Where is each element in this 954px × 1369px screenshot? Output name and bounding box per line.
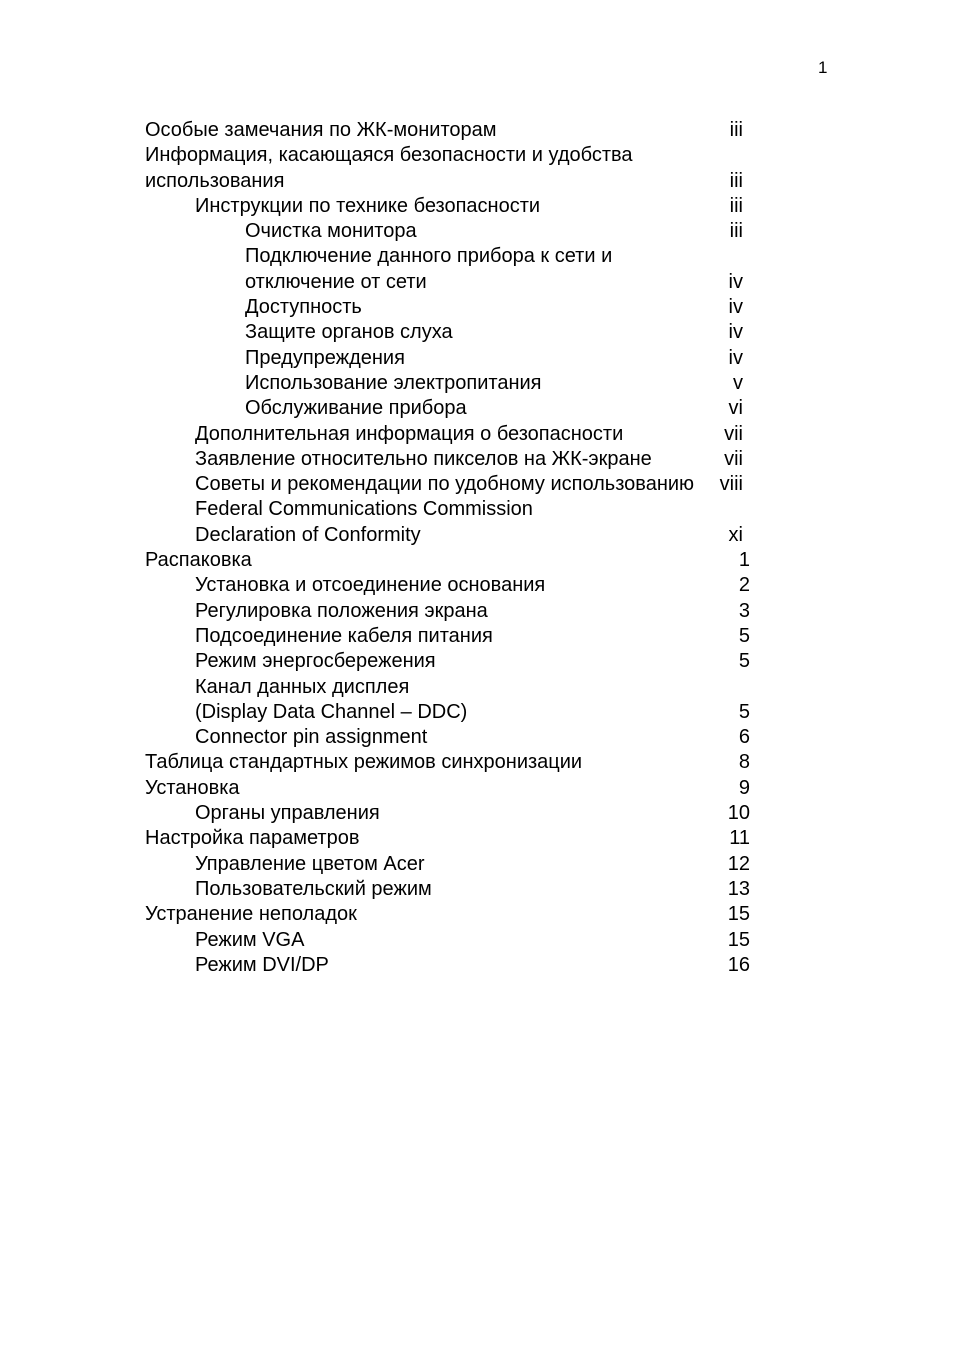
toc-entry[interactable] [0, 422, 954, 447]
toc-entry[interactable] [0, 472, 954, 497]
toc-entry-page-number: iv [728, 321, 743, 344]
toc-entry[interactable] [0, 371, 954, 396]
toc-entry-page-number: 1 [738, 549, 750, 572]
toc-entry-page-number: 3 [738, 599, 750, 622]
toc-entry-page-number: 16 [727, 953, 750, 976]
toc-entry[interactable] [0, 523, 954, 548]
table-of-contents [0, 118, 954, 978]
toc-entry-title: Советы и рекомендации по удобному использованию [195, 473, 695, 496]
toc-entry[interactable] [0, 776, 954, 801]
toc-entry[interactable] [0, 295, 954, 320]
toc-entry-page-number: vii [724, 447, 743, 470]
toc-entry[interactable] [0, 902, 954, 927]
toc-entry-title: использования [145, 169, 285, 192]
toc-entry[interactable] [0, 725, 954, 750]
toc-entry-title: Federal Communications Commission [195, 498, 533, 521]
toc-entry[interactable] [0, 928, 954, 953]
toc-entry[interactable] [0, 826, 954, 851]
toc-entry[interactable] [0, 877, 954, 902]
toc-entry[interactable] [0, 194, 954, 219]
toc-entry[interactable] [0, 750, 954, 775]
toc-entry-title: Настройка параметров [145, 827, 360, 850]
toc-entry-page-number: 13 [727, 877, 750, 900]
toc-entry-title: Распаковка [145, 549, 252, 572]
toc-entry-page-number: iv [728, 296, 743, 319]
toc-entry[interactable] [0, 270, 954, 295]
toc-entry[interactable] [0, 852, 954, 877]
toc-entry[interactable] [0, 244, 954, 269]
toc-entry-title: Обслуживание прибора [245, 397, 467, 420]
toc-entry-title: Устранение неполадок [145, 903, 357, 926]
toc-entry-title: Очистка монитора [245, 220, 417, 243]
toc-entry-page-number: 10 [727, 802, 750, 825]
toc-entry[interactable] [0, 573, 954, 598]
toc-entry[interactable] [0, 700, 954, 725]
toc-entry-page-number: iii [729, 169, 743, 192]
toc-entry-page-number: iii [729, 194, 743, 217]
toc-entry-page-number: 12 [727, 852, 750, 875]
toc-entry-title: Таблица стандартных режимов синхронизации [145, 751, 583, 774]
toc-entry[interactable] [0, 624, 954, 649]
toc-entry-page-number: iii [729, 220, 743, 243]
toc-entry-title: Подсоединение кабеля питания [195, 624, 493, 647]
toc-entry-title: Инструкции по технике безопасности [195, 194, 541, 217]
toc-entry-page-number: 2 [738, 574, 750, 597]
toc-entry-page-number: iv [728, 270, 743, 293]
toc-entry-title: Информация, касающаяся безопасности и удобства [145, 144, 633, 167]
toc-entry-page-number: 5 [738, 650, 750, 673]
toc-entry-title: Регулировка положения экрана [195, 599, 488, 622]
toc-entry-page-number: 5 [738, 700, 750, 723]
toc-entry-page-number: vii [724, 422, 743, 445]
toc-entry[interactable] [0, 118, 954, 143]
toc-entry[interactable] [0, 548, 954, 573]
toc-entry-page-number: 15 [727, 928, 750, 951]
toc-entry-page-number: 5 [738, 624, 750, 647]
toc-entry[interactable] [0, 497, 954, 522]
toc-entry[interactable] [0, 169, 954, 194]
toc-entry-page-number: xi [728, 523, 743, 546]
toc-entry-title: Особые замечания по ЖК-мониторам [145, 119, 497, 141]
toc-entry-title: Дополнительная информация о безопасности [195, 422, 624, 445]
toc-entry-title: Connector pin assignment [195, 726, 428, 749]
toc-entry-title: Режим DVI/DP [195, 953, 329, 976]
toc-entry-title: Заявление относительно пикселов на ЖК-экране [195, 447, 652, 470]
toc-entry[interactable] [0, 320, 954, 345]
toc-entry-title: отключение от сети [245, 270, 427, 293]
toc-entry[interactable] [0, 953, 954, 978]
toc-entry-title: Установка [145, 776, 240, 799]
toc-entry-title: Пользовательский режим [195, 877, 432, 900]
toc-entry-title: Предупреждения [245, 346, 405, 369]
toc-entry-title: (Display Data Channel – DDC) [195, 700, 468, 723]
toc-entry-page-number: 11 [729, 827, 750, 850]
toc-entry-page-number: 8 [738, 751, 750, 774]
toc-entry-page-number: v [733, 371, 743, 394]
toc-entry-page-number: iv [728, 346, 743, 369]
toc-entry-title: Управление цветом Acer [195, 852, 425, 875]
toc-entry-page-number: 15 [727, 903, 750, 926]
toc-entry-page-number: vi [728, 397, 743, 420]
toc-entry-title: Режим VGA [195, 928, 305, 951]
toc-entry[interactable] [0, 143, 954, 168]
toc-entry-title: Доступность [245, 296, 362, 319]
toc-entry-title: Канал данных дисплея [195, 675, 410, 698]
toc-entry-title: Подключение данного прибора к сети и [245, 245, 613, 268]
toc-entry-title: Режим энергосбережения [195, 650, 436, 673]
page-number: 1 [818, 58, 828, 77]
toc-entry-title: Установка и отсоединение основания [195, 574, 546, 597]
toc-entry[interactable] [0, 599, 954, 624]
toc-entry-title: Использование электропитания [245, 371, 542, 394]
toc-entry-page-number: viii [719, 473, 743, 496]
toc-entry-title: Защите органов слуха [245, 321, 453, 344]
toc-entry[interactable] [0, 649, 954, 674]
toc-entry[interactable] [0, 447, 954, 472]
toc-entry[interactable] [0, 675, 954, 700]
toc-entry-page-number: 9 [738, 776, 750, 799]
toc-entry[interactable] [0, 346, 954, 371]
toc-entry-page-number: iii [729, 119, 743, 141]
toc-entry-title: Органы управления [195, 802, 380, 825]
toc-entry[interactable] [0, 219, 954, 244]
toc-entry[interactable] [0, 801, 954, 826]
toc-entry-title: Declaration of Conformity [195, 523, 421, 546]
toc-entry[interactable] [0, 396, 954, 421]
toc-entry-page-number: 6 [738, 726, 750, 749]
